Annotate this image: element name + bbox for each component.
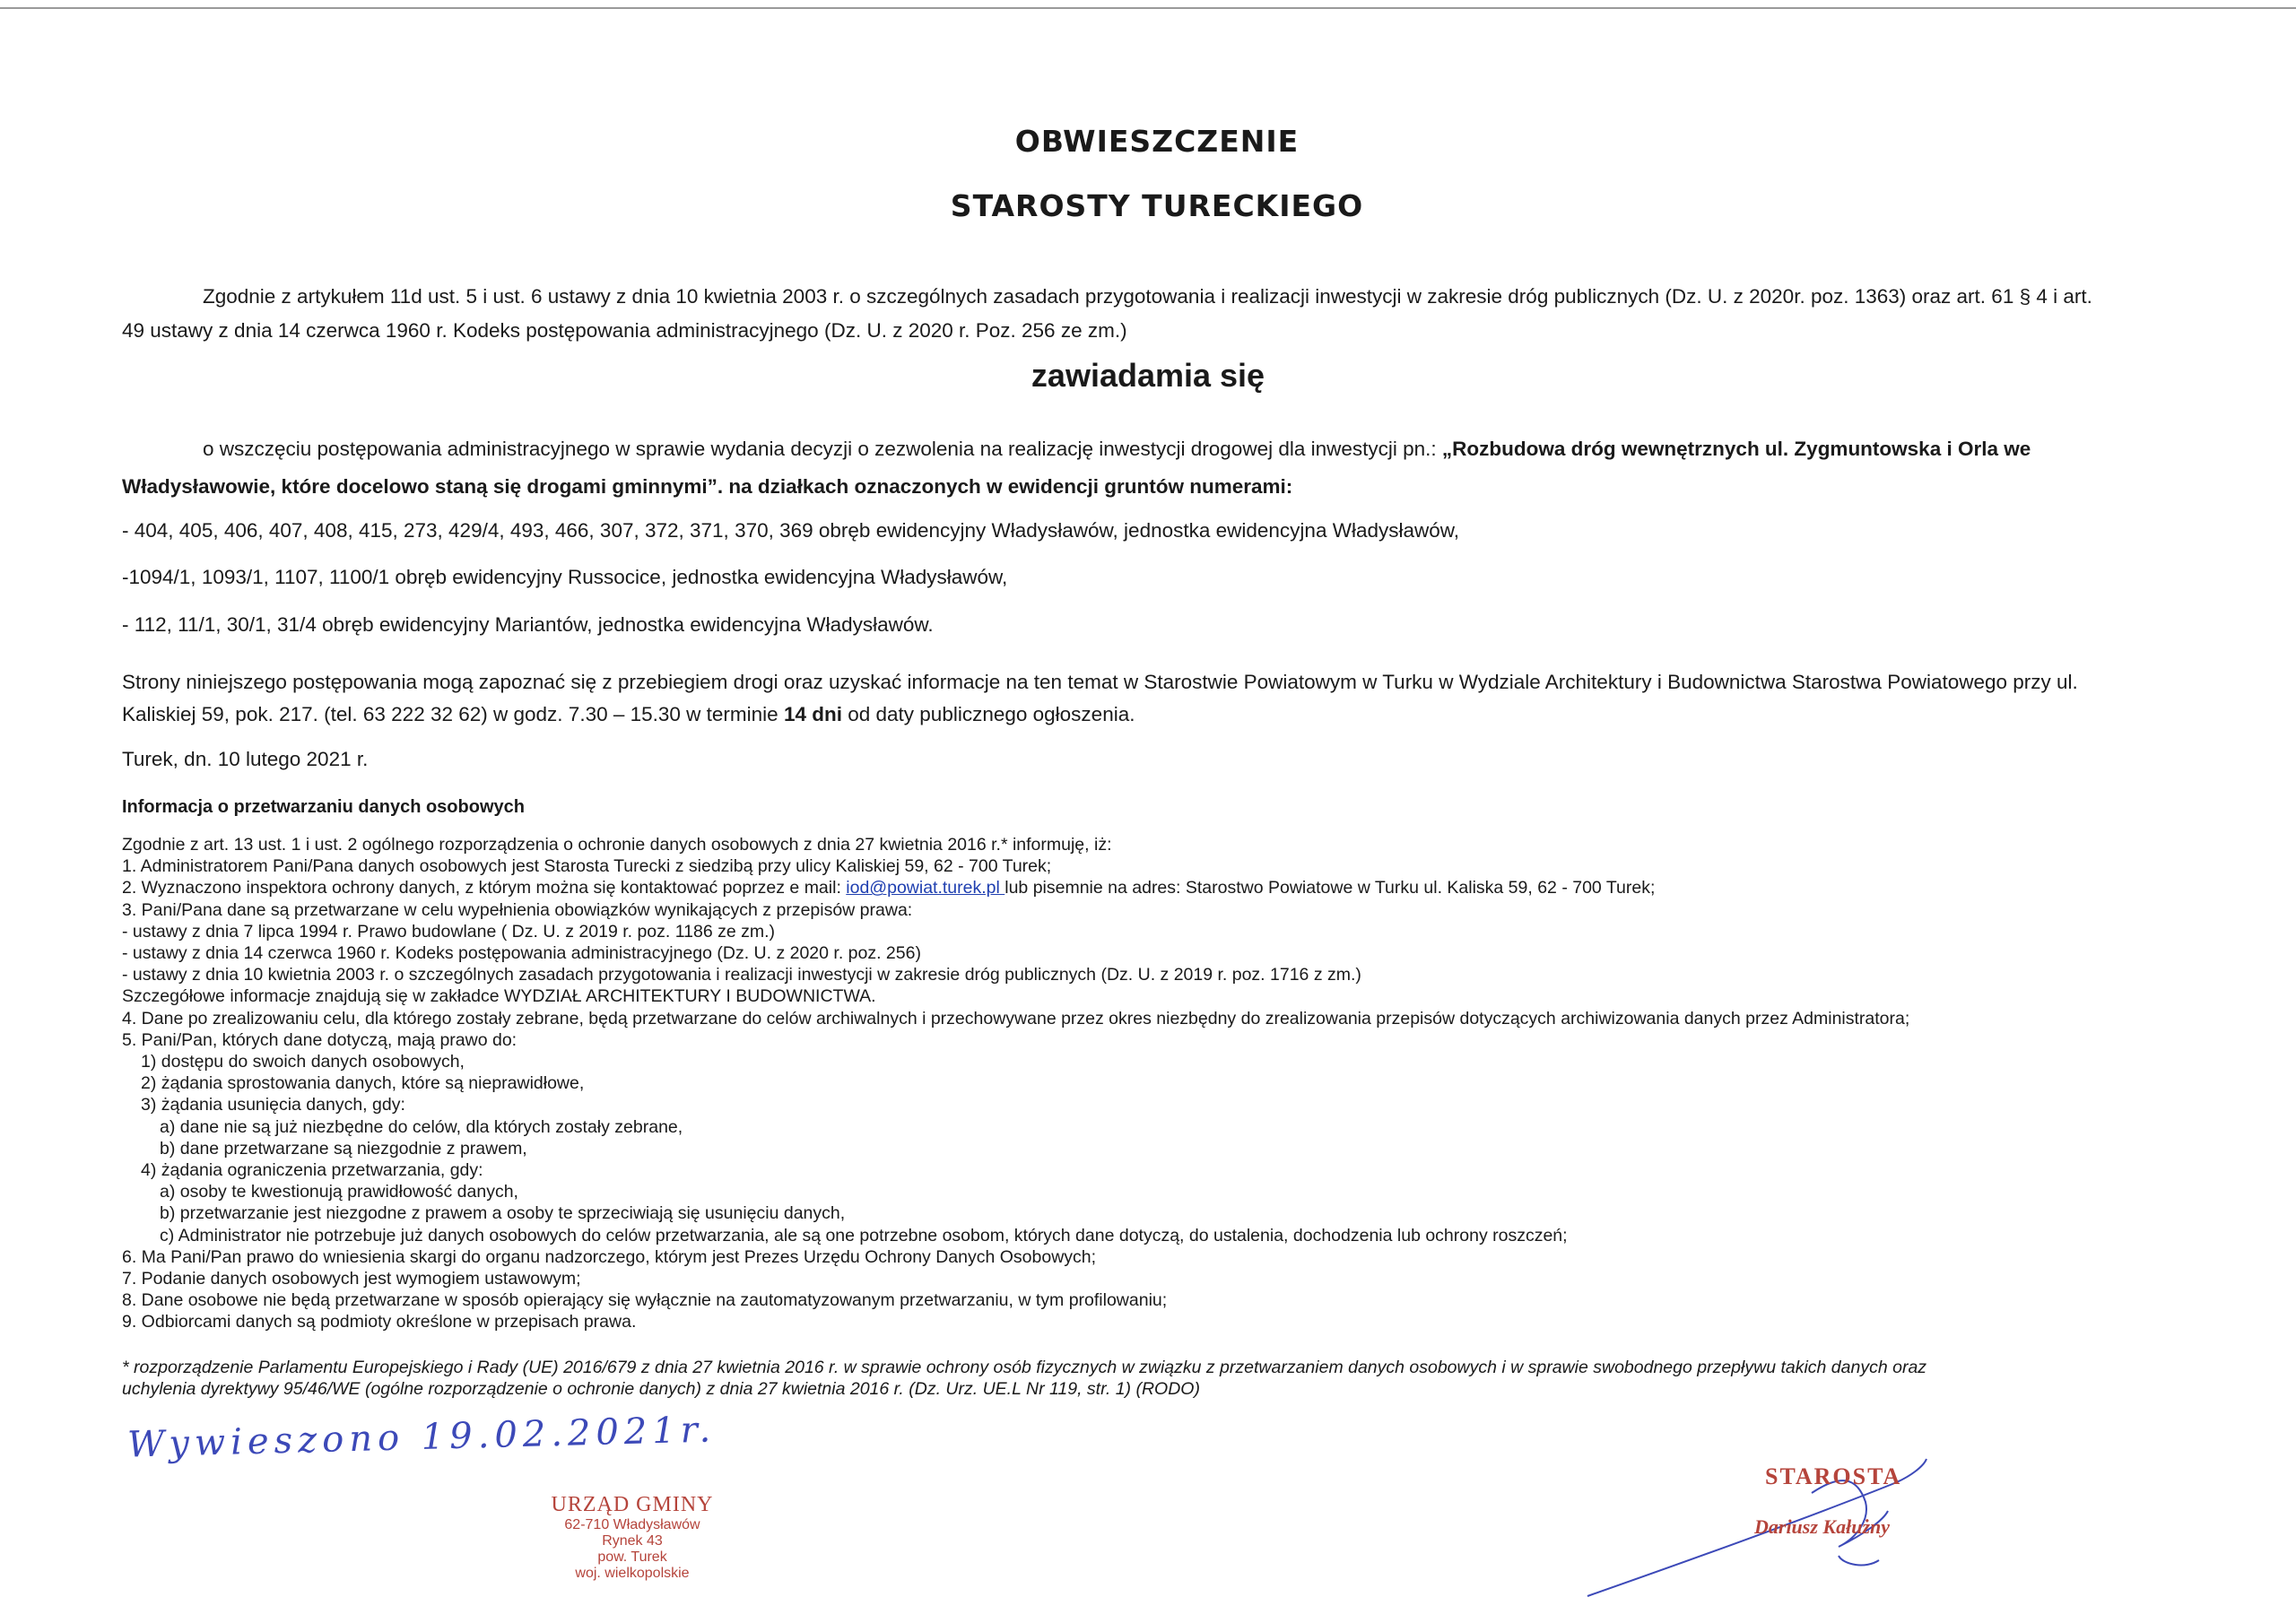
announcement-heading: zawiadamia się xyxy=(1031,357,1265,394)
email-link[interactable]: iod@powiat.turek.pl xyxy=(846,878,1005,898)
parcel-list-item: - 112, 11/1, 30/1, 31/4 obręb ewidencyjny Mariantów, jednostka ewidencyjna Władysławów. xyxy=(122,613,934,636)
parcel-list-item: -1094/1, 1093/1, 1107, 1100/1 obręb ewidencyjny Russocice, jednostka ewidencyjna Władysławów, xyxy=(122,566,1008,588)
document-subtitle: STAROSTY TURECKIEGO xyxy=(950,188,1364,223)
stamp-county: pow. Turek xyxy=(597,1549,667,1565)
gdpr-subitem: - ustawy z dnia 10 kwietnia 2003 r. o szczególnych zasadach przygotowania i realizacji inwestycji w zakresie dróg publicznych (Dz. U. z 2019 r. poz. 1716 z zm.) xyxy=(122,965,1361,985)
info-line-1: Strony niniejszego postępowania mogą zapoznać się z przebiegiem drogi oraz uzyskać informacje na ten temat w Starostwie Powiatowym w Turku w Wydziale Architektury i Budownictwa Starostwa Powiatowego przy ul. xyxy=(122,671,2078,693)
info-line-2 xyxy=(122,699,1135,730)
stamp-voivodeship: woj. wielkopolskie xyxy=(575,1566,690,1581)
gdpr-section xyxy=(122,834,1909,1333)
gdpr-subsubitem: a) dane nie są już niezbędne do celów, dla których zostały zebrane, xyxy=(160,1116,683,1137)
proceedings-line-2: Władysławowie, które docelowo staną się drogami gminnymi”. na działkach oznaczonych w ewidencji gruntów numerami: xyxy=(122,475,1293,498)
gdpr-subsubitem: b) przetwarzanie jest niezgodne z prawem a osoby te sprzeciwiają się usunięciu danych, xyxy=(160,1203,846,1224)
gdpr-item: 4. Dane po zrealizowaniu celu, dla którego zostały zebrane, będą przetwarzane do celów archiwalnych i przechowywane przez okres niezbędny do zrealizowania przepisów dotyczących archiwizowania danych przez Administratora; xyxy=(122,1008,1910,1028)
starosta-title: STAROSTA xyxy=(1765,1463,1902,1489)
gdpr-heading: Informacja o przetwarzaniu danych osobowych xyxy=(122,797,525,817)
info-text: Kaliskiej 59, pok. 217. (tel. 63 222 32 62) w godz. 7.30 – 15.30 w terminie xyxy=(122,703,784,725)
proceedings-line-1 xyxy=(203,434,2031,464)
info-text-end: od daty publicznego ogłoszenia. xyxy=(841,703,1135,725)
gdpr-subitem: - ustawy z dnia 14 czerwca 1960 r. Kodeks postępowania administracyjnego (Dz. U. z 2020 r. poz. 256) xyxy=(122,943,921,964)
gdpr-item xyxy=(122,877,1909,898)
stamp-postal-code: 62-710 Władysławów xyxy=(564,1517,700,1532)
proceedings-text: o wszczęciu postępowania administracyjnego w sprawie wydania decyzji o zezwolenia na realizację inwestycji drogowej dla inwestycji pn.: xyxy=(203,438,1442,460)
stamp-office-name: URZĄD GMINY xyxy=(551,1493,714,1516)
gdpr-subitem: 3) żądania usunięcia danych, gdy: xyxy=(141,1095,405,1115)
gdpr-item: 7. Podanie danych osobowych jest wymogiem ustawowym; xyxy=(122,1269,581,1289)
gdpr-subitem: 1) dostępu do swoich danych osobowych, xyxy=(141,1052,465,1072)
gdpr-item: 8. Dane osobowe nie będą przetwarzane w sposób opierający się wyłącznie na zautomatyzowanym przetwarzaniu, w tym profilowaniu; xyxy=(122,1290,1168,1311)
gdpr-subsubitem: b) dane przetwarzane są niezgodnie z prawem, xyxy=(160,1138,527,1159)
gdpr-item-text: 2. Wyznaczono inspektora ochrony danych, z którym można się kontaktować poprzez e mail: xyxy=(122,878,847,898)
scan-edge-line xyxy=(0,7,2296,9)
gdpr-item: 6. Ma Pani/Pan prawo do wniesienia skargi do organu nadzorczego, którym jest Prezes Urzędu Ochrony Danych Osobowych; xyxy=(122,1246,1097,1267)
intro-line-2: 49 ustawy z dnia 14 czerwca 1960 r. Kodeks postępowania administracyjnego (Dz. U. z 2020 r. Poz. 256 ze zm.) xyxy=(122,319,1127,342)
document-title: OBWIESZCZENIE xyxy=(1014,124,1300,159)
footnote-line-1: * rozporządzenie Parlamentu Europejskiego i Rady (UE) 2016/679 z dnia 27 kwietnia 2016 r. w sprawie ochrony osób fizycznych w związku z przetwarzaniem danych osobowych i w sprawie swobodnego przepływu takich danych oraz xyxy=(122,1358,1927,1377)
handwritten-posting-date: Wywieszono 19.02.2021r. xyxy=(126,1409,717,1466)
investment-name: „Rozbudowa dróg wewnętrznych ul. Zygmuntowska i Orla we xyxy=(1441,438,2031,460)
gdpr-subitem: 4) żądania ograniczenia przetwarzania, gdy: xyxy=(141,1160,483,1181)
gdpr-subitem: - ustawy z dnia 7 lipca 1994 r. Prawo budowlane ( Dz. U. z 2019 r. poz. 1186 ze zm.) xyxy=(122,921,776,942)
starosta-name: Dariusz Kałużny xyxy=(1754,1515,1891,1538)
gdpr-item: 5. Pani/Pan, których dane dotyczą, mają prawo do: xyxy=(122,1029,517,1050)
gdpr-subitem: Szczegółowe informacje znajdują się w zakładce WYDZIAŁ ARCHITEKTURY I BUDOWNICTWA. xyxy=(122,986,876,1007)
municipal-office-stamp xyxy=(529,1493,735,1582)
gdpr-item-text-end: lub pisemnie na adres: Starostwo Powiatowe w Turku ul. Kaliska 59, 62 - 700 Turek; xyxy=(1004,878,1656,898)
intro-line-1: Zgodnie z artykułem 11d ust. 5 i ust. 6 ustawy z dnia 10 kwietnia 2003 r. o szczególnych zasadach przygotowania i realizacji inwestycji w zakresie dróg publicznych (Dz. U. z 2020r. poz. 1363) oraz art. 61 § 4 i art. xyxy=(203,285,2092,308)
deadline-days: 14 dni xyxy=(783,703,842,725)
starosta-stamp xyxy=(1754,1463,1944,1539)
parcel-list-item: - 404, 405, 406, 407, 408, 415, 273, 429/4, 493, 466, 307, 372, 371, 370, 369 obręb ewidencyjny Władysławów, jednostka ewidencyjna Władysławów, xyxy=(122,519,1459,542)
gdpr-subsubitem: a) osoby te kwestionują prawidłowość danych, xyxy=(160,1182,518,1202)
gdpr-item: 9. Odbiorcami danych są podmioty określone w przepisach prawa. xyxy=(122,1312,637,1332)
gdpr-intro: Zgodnie z art. 13 ust. 1 i ust. 2 ogólnego rozporządzenia o ochronie danych osobowych z dnia 27 kwietnia 2016 r.* informuję, iż: xyxy=(122,835,1112,855)
stamp-street: Rynek 43 xyxy=(602,1533,663,1549)
date-place: Turek, dn. 10 lutego 2021 r. xyxy=(122,748,369,770)
footnote-line-2: uchylenia dyrektywy 95/46/WE (ogólne rozporządzenie o ochronie danych) z dnia 27 kwietnia 2016 r. (Dz. Urz. UE.L Nr 119, str. 1) (RODO) xyxy=(122,1379,1200,1399)
gdpr-subsubitem: c) Administrator nie potrzebuje już danych osobowych do celów przetwarzania, ale są one potrzebne osobom, których dane dotyczą, do ustalenia, dochodzenia lub ochrony roszczeń; xyxy=(160,1225,1568,1245)
gdpr-subitem: 2) żądania sprostowania danych, które są nieprawidłowe, xyxy=(141,1073,585,1094)
gdpr-item: 3. Pani/Pana dane są przetwarzane w celu wypełnienia obowiązków wynikających z przepisów prawa: xyxy=(122,899,913,920)
gdpr-item: 1. Administratorem Pani/Pana danych osobowych jest Starosta Turecki z siedzibą przy ulicy Kaliskiej 59, 62 - 700 Turek; xyxy=(122,856,1052,877)
